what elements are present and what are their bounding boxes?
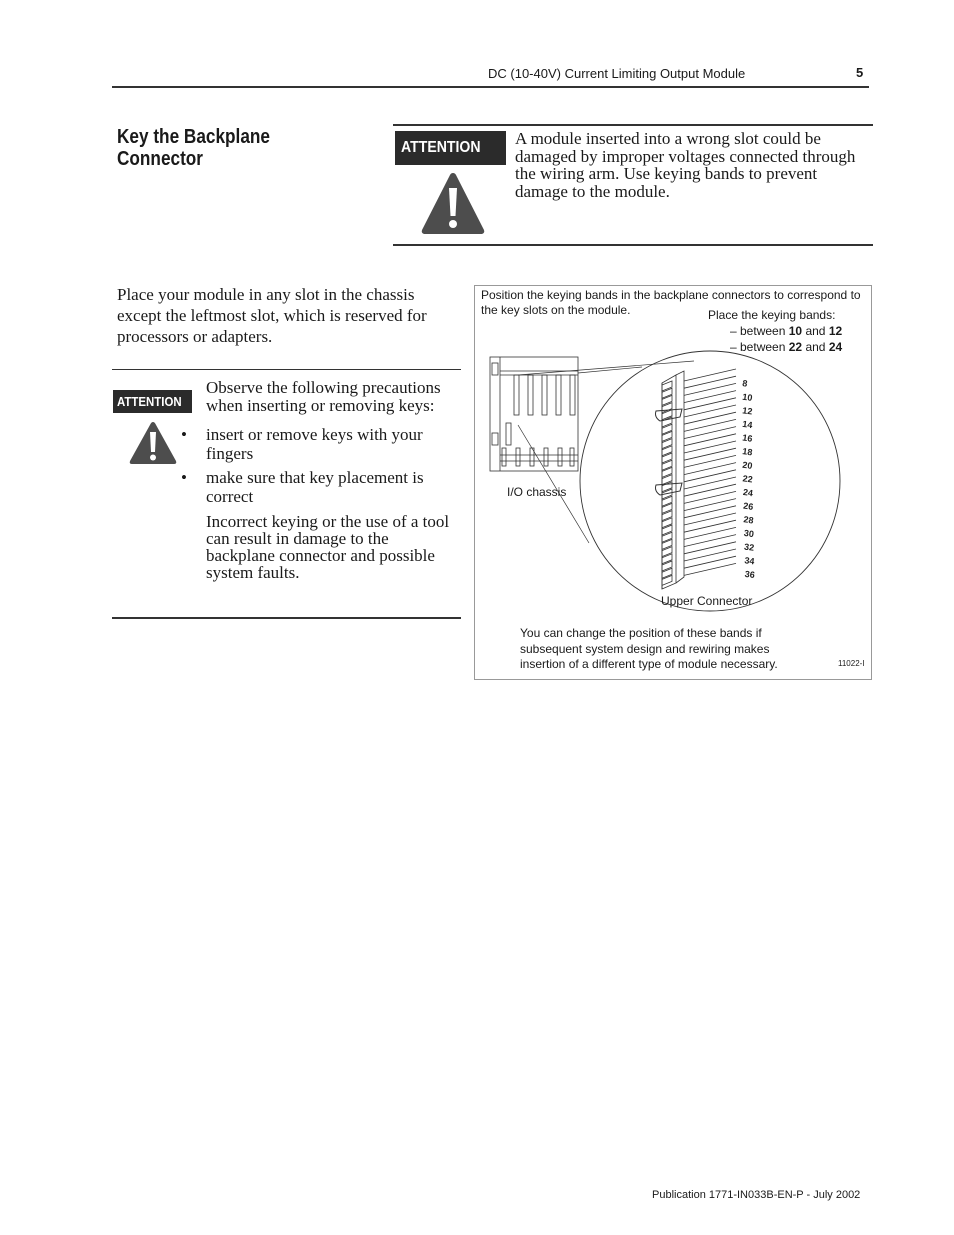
list-item xyxy=(181,468,461,506)
connector-contact xyxy=(662,561,672,571)
attention-label xyxy=(395,131,506,165)
connector-number-label: 16 xyxy=(741,432,754,444)
attention-box-top-rule xyxy=(393,124,873,126)
connector-slot-line xyxy=(684,427,736,439)
connector-contact xyxy=(662,503,672,513)
precautions-warning: Incorrect keying or the use of a tool can result in damage to the backplane connector and possible system faults. xyxy=(206,512,450,582)
connector-contact xyxy=(662,446,672,456)
connector-contact xyxy=(662,439,672,449)
connector-contact xyxy=(662,395,672,405)
connector-slot-line xyxy=(684,470,736,482)
precautions-list xyxy=(181,425,461,511)
connector-number-label: 30 xyxy=(743,527,755,540)
publication-footer: Publication 1771-IN033B-EN-P - July 2002 xyxy=(652,1189,861,1201)
connector-contact xyxy=(662,539,672,549)
figure-note: You can change the position of these bands if subsequent system design and rewiring makes insertion of a different type of module necessary. xyxy=(520,626,778,671)
connector-number-labels xyxy=(742,378,756,580)
connector-number-label: 22 xyxy=(742,473,754,485)
connector-slot-line xyxy=(684,398,736,410)
precautions-box-bottom-rule xyxy=(112,617,461,619)
io-chassis-drawing xyxy=(490,357,578,471)
connector-number-label: 26 xyxy=(742,500,754,512)
attention-box-bottom-rule xyxy=(393,244,873,246)
bullet-icon: • xyxy=(181,425,187,444)
precautions-intro: Observe the following precautions when inserting or removing keys: xyxy=(206,378,441,415)
connector-slot-line xyxy=(684,441,736,453)
figure-id: 11022-I xyxy=(838,659,865,668)
connector-contact xyxy=(662,575,672,585)
running-header-title: DC (10-40V) Current Limiting Output Module xyxy=(488,66,746,81)
connector-slot-line xyxy=(684,419,736,431)
warning-triangle-icon xyxy=(419,170,487,241)
between-word: – between xyxy=(730,324,786,338)
connector-contact xyxy=(662,460,672,470)
connector-slot-line xyxy=(684,463,736,475)
between-word: – between xyxy=(730,340,786,354)
precautions-attention-label xyxy=(113,390,192,413)
and-word: and xyxy=(805,324,826,338)
connector-slot-line xyxy=(684,383,736,395)
band-1-to: 12 xyxy=(828,324,843,338)
connector-number-label: 28 xyxy=(742,514,755,526)
and-word: and xyxy=(805,340,826,354)
list-item-text: insert or remove keys with your fingers xyxy=(206,425,423,463)
connector-contact xyxy=(662,482,672,492)
keying-band-range-1 xyxy=(708,323,842,339)
connector-slot-line xyxy=(684,542,736,554)
attention-label-text: ATTENTION xyxy=(401,139,481,156)
connector-number-label: 12 xyxy=(741,405,754,417)
connector-contact xyxy=(662,568,672,578)
connector-contact xyxy=(662,547,672,557)
connector-slot-line xyxy=(684,491,736,503)
band-2-to: 24 xyxy=(828,340,843,354)
keying-band-range-2 xyxy=(708,339,842,355)
list-item-text: make sure that key placement is correct xyxy=(206,468,424,506)
connector-contact xyxy=(662,518,672,528)
header-rule xyxy=(112,86,869,88)
page-number: 5 xyxy=(856,65,864,80)
connector-contact xyxy=(662,403,672,413)
band-1-from: 10 xyxy=(788,324,803,338)
connector-slot-line xyxy=(684,477,736,489)
connector-slot-line xyxy=(684,499,736,511)
precautions-attention-label-text: ATTENTION xyxy=(117,394,182,409)
connector-contact xyxy=(662,511,672,521)
connector-number-label: 36 xyxy=(744,568,756,581)
connector-contact xyxy=(662,475,672,485)
connector-contact xyxy=(662,532,672,542)
connector-slot-line xyxy=(684,563,736,575)
upper-connector-drawing xyxy=(656,369,737,589)
connector-contact xyxy=(662,554,672,564)
connector-contact xyxy=(662,467,672,477)
connector-slot-line xyxy=(684,527,736,539)
connector-number-label: 34 xyxy=(743,555,756,567)
connector-contact xyxy=(662,388,672,398)
connector-slot-line xyxy=(684,549,736,561)
connector-contact xyxy=(662,496,672,506)
io-chassis-label: I/O chassis xyxy=(507,485,567,499)
connector-number-label: 18 xyxy=(741,446,754,458)
body-paragraph: Place your module in any slot in the chassis except the leftmost slot, which is reserved for processors or adapters. xyxy=(117,285,427,346)
connector-slot-line xyxy=(684,434,736,446)
connector-number-label: 14 xyxy=(741,418,754,431)
connector-contact xyxy=(662,453,672,463)
connector-slot-line xyxy=(684,391,736,403)
connector-number-label: 32 xyxy=(743,541,755,553)
connector-contact xyxy=(662,410,672,420)
warning-triangle-icon xyxy=(128,420,178,471)
connector-slot-line xyxy=(684,520,736,532)
connector-slot-line xyxy=(684,556,736,568)
attention-message: A module inserted into a wrong slot could be damaged by improper voltages connected through the wiring arm. Use keying bands to prevent damage to the module. xyxy=(515,129,856,201)
connector-number-label: 24 xyxy=(742,486,754,499)
connector-number-label: 8 xyxy=(741,378,749,389)
band-2-from: 22 xyxy=(788,340,803,354)
connector-number-label: 10 xyxy=(741,391,754,403)
figure-intro-text: Position the keying bands in the backplane connectors to correspond to the key slots on the module. xyxy=(481,288,861,317)
connector-contact xyxy=(662,431,672,441)
keying-band-heading: Place the keying bands: xyxy=(708,308,836,322)
precautions-box-top-rule xyxy=(112,369,461,370)
connector-slot-line xyxy=(684,405,736,417)
connector-contact xyxy=(662,424,672,434)
connector-slot-line xyxy=(684,448,736,460)
connector-slot-line xyxy=(684,412,736,424)
connector-contact xyxy=(662,525,672,535)
connector-slot-line xyxy=(684,455,736,467)
connector-slot-line xyxy=(684,513,736,525)
bullet-icon: • xyxy=(181,468,187,487)
keying-band-instructions xyxy=(708,307,842,355)
connector-slot-line xyxy=(684,506,736,518)
section-title: Key the Backplane Connector xyxy=(117,126,270,170)
connector-slot-line xyxy=(684,535,736,547)
connector-slot-line xyxy=(684,376,736,388)
upper-connector-label: Upper Connector xyxy=(661,594,753,608)
connector-slot-line xyxy=(684,369,736,381)
connector-slot-line xyxy=(684,484,736,496)
connector-number-label: 20 xyxy=(741,459,754,471)
magnifier-circle xyxy=(580,351,840,611)
connector-contacts xyxy=(662,369,736,585)
list-item xyxy=(181,425,461,463)
